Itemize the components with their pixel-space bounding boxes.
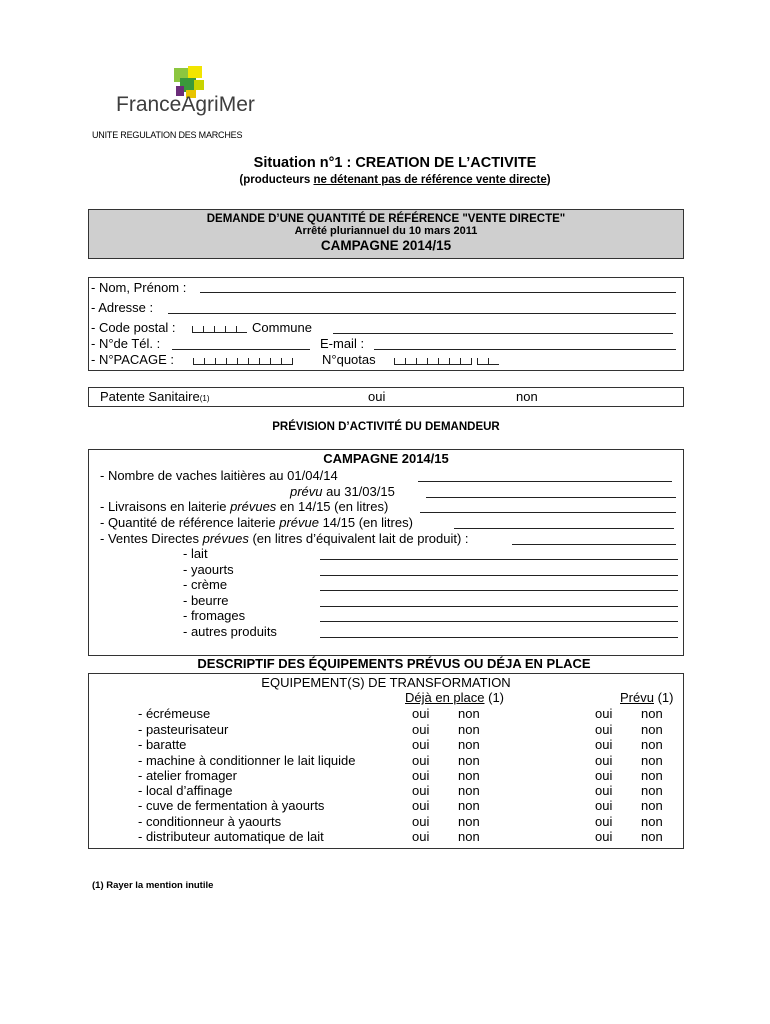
product-label: - beurre — [183, 593, 229, 608]
product-field[interactable] — [320, 559, 678, 560]
quotas-field-main[interactable] — [394, 358, 472, 365]
prevu-non[interactable]: non — [641, 814, 663, 829]
vaches-field[interactable] — [418, 481, 672, 482]
deja-non[interactable]: non — [458, 829, 480, 844]
nom-field[interactable] — [200, 292, 676, 293]
vaches-label: - Nombre de vaches laitières au 01/04/14 — [100, 468, 338, 483]
quantite-field[interactable] — [454, 528, 674, 529]
deja-non[interactable]: non — [458, 768, 480, 783]
pacage-field[interactable] — [193, 358, 293, 365]
adresse-field[interactable] — [168, 313, 676, 314]
prevu-oui[interactable]: oui — [595, 753, 613, 768]
commune-label: Commune — [252, 320, 312, 335]
equipment-subtitle: EQUIPEMENT(S) DE TRANSFORMATION — [261, 675, 511, 690]
prevu-non[interactable]: non — [641, 722, 663, 737]
campagne-title: CAMPAGNE 2014/15 — [323, 451, 449, 466]
deja-non[interactable]: non — [458, 706, 480, 721]
quotas-field-key[interactable] — [477, 358, 499, 365]
product-field[interactable] — [320, 637, 678, 638]
deja-oui[interactable]: oui — [412, 722, 430, 737]
prevu-oui[interactable]: oui — [595, 768, 613, 783]
prevu-oui[interactable]: oui — [595, 798, 613, 813]
equipment-item: - distributeur automatique de lait — [138, 829, 324, 844]
tel-label: - N°de Tél. : — [91, 336, 161, 351]
prevu-oui[interactable]: oui — [595, 722, 613, 737]
product-field[interactable] — [320, 575, 678, 576]
prevu-field[interactable] — [426, 497, 676, 498]
deja-oui[interactable]: oui — [412, 798, 430, 813]
unit-name: UNITE REGULATION DES MARCHES — [92, 130, 243, 140]
prevu-non[interactable]: non — [641, 737, 663, 752]
equipment-item: - baratte — [138, 737, 187, 752]
prevu-oui[interactable]: oui — [595, 814, 613, 829]
deja-oui[interactable]: oui — [412, 783, 430, 798]
prevu-non[interactable]: non — [641, 829, 663, 844]
ventes-label: - Ventes Directes prévues (en litres d’équivalent lait de produit) : — [100, 531, 469, 546]
deja-oui[interactable]: oui — [412, 768, 430, 783]
equipment-item: - écrémeuse — [138, 706, 211, 721]
banner-line-1: DEMANDE D’UNE QUANTITÉ DE RÉFÉRENCE "VENTE DIRECTE" — [206, 213, 566, 225]
product-label: - fromages — [183, 608, 246, 623]
col-deja-header: Déjà en place (1) — [405, 690, 504, 705]
prevision-title: PRÉVISION D’ACTIVITÉ DU DEMANDEUR — [272, 421, 500, 433]
quantite-label: - Quantité de référence laiterie prévue 14/15 (en litres) — [100, 515, 413, 530]
product-label: - yaourts — [183, 562, 234, 577]
livraisons-field[interactable] — [420, 512, 676, 513]
logo-text: FranceAgriMer — [116, 93, 255, 116]
equipment-item: - pasteurisateur — [138, 722, 229, 737]
patente-non[interactable]: non — [516, 389, 538, 404]
deja-non[interactable]: non — [458, 737, 480, 752]
product-field[interactable] — [320, 590, 678, 591]
email-label: E-mail : — [320, 336, 365, 351]
col-prevu-header: Prévu (1) — [620, 690, 674, 705]
equipment-item: - local d’affinage — [138, 783, 233, 798]
prevu-oui[interactable]: oui — [595, 737, 613, 752]
commune-field[interactable] — [333, 333, 673, 334]
prevu-oui[interactable]: oui — [595, 783, 613, 798]
prevu-non[interactable]: non — [641, 783, 663, 798]
deja-non[interactable]: non — [458, 722, 480, 737]
deja-non[interactable]: non — [458, 798, 480, 813]
deja-oui[interactable]: oui — [412, 753, 430, 768]
product-field[interactable] — [320, 606, 678, 607]
banner-line-2: Arrêté pluriannuel du 10 mars 2011 — [294, 225, 478, 237]
request-banner — [88, 209, 684, 259]
prevu-non[interactable]: non — [641, 706, 663, 721]
footnote: (1) Rayer la mention inutile — [92, 880, 214, 891]
prevu-non[interactable]: non — [641, 753, 663, 768]
deja-oui[interactable]: oui — [412, 814, 430, 829]
deja-oui[interactable]: oui — [412, 737, 430, 752]
prevu-non[interactable]: non — [641, 768, 663, 783]
equipment-item: - cuve de fermentation à yaourts — [138, 798, 325, 813]
prevu-oui[interactable]: oui — [595, 706, 613, 721]
equipment-item: - atelier fromager — [138, 768, 237, 783]
deja-non[interactable]: non — [458, 814, 480, 829]
equipment-item: - machine à conditionner le lait liquide — [138, 753, 356, 768]
page-title: Situation n°1 : CREATION DE L’ACTIVITE — [253, 155, 537, 171]
code-postal-field[interactable] — [192, 326, 247, 333]
quotas-label: N°quotas — [322, 352, 376, 367]
product-label: - crème — [183, 577, 228, 592]
pacage-label: - N°PACAGE : — [91, 352, 174, 367]
deja-oui[interactable]: oui — [412, 829, 430, 844]
ventes-field[interactable] — [512, 544, 676, 545]
code-postal-label: - Code postal : — [91, 320, 176, 335]
equipment-title: DESCRIPTIF DES ÉQUIPEMENTS PRÉVUS OU DÉJA EN PLACE — [197, 656, 591, 671]
deja-non[interactable]: non — [458, 783, 480, 798]
prevu-non[interactable]: non — [641, 798, 663, 813]
tel-field[interactable] — [172, 349, 310, 350]
equipment-item: - conditionneur à yaourts — [138, 814, 282, 829]
patente-label: Patente Sanitaire(1) — [100, 389, 210, 404]
patente-oui[interactable]: oui — [368, 389, 386, 404]
nom-label: - Nom, Prénom : — [91, 280, 187, 295]
product-field[interactable] — [320, 621, 678, 622]
deja-oui[interactable]: oui — [412, 706, 430, 721]
product-label: - autres produits — [183, 624, 277, 639]
livraisons-label: - Livraisons en laiterie prévues en 14/15 (en litres) — [100, 499, 389, 514]
adresse-label: - Adresse : — [91, 300, 154, 315]
prevu-label: prévu au 31/03/15 — [290, 484, 395, 499]
email-field[interactable] — [374, 349, 676, 350]
deja-non[interactable]: non — [458, 753, 480, 768]
banner-line-3: CAMPAGNE 2014/15 — [320, 238, 452, 253]
page-subtitle: (producteurs ne détenant pas de référence vente directe) — [239, 174, 551, 186]
product-label: - lait — [183, 546, 208, 561]
prevu-oui[interactable]: oui — [595, 829, 613, 844]
